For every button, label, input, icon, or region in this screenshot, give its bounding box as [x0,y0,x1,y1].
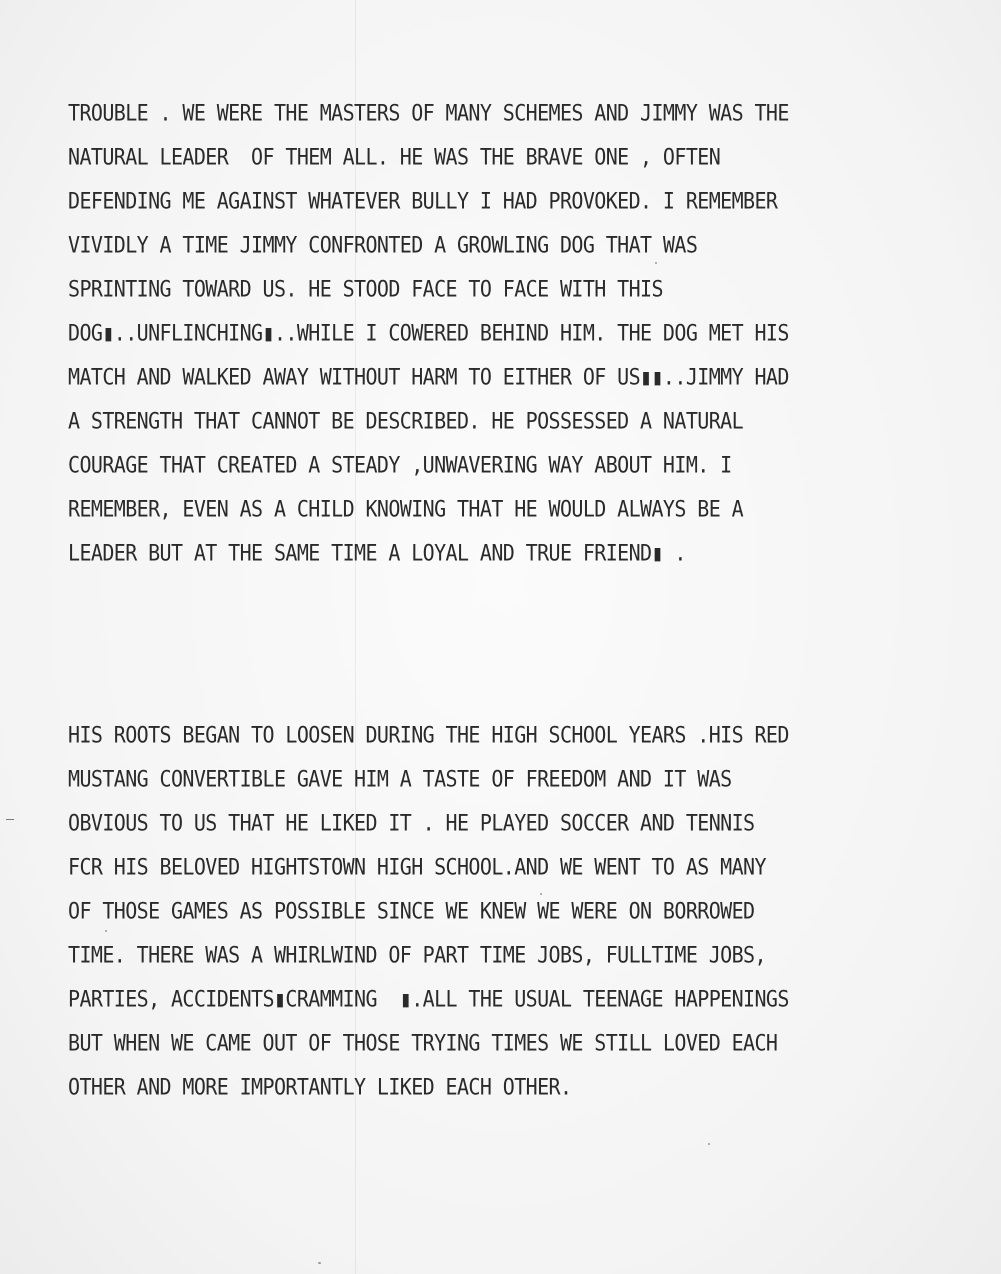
text-line: OF THOSE GAMES AS POSSIBLE SINCE WE KNEW WE WERE ON BORROWED [68,897,755,925]
text-line: LEADER BUT AT THE SAME TIME A LOYAL AND TRUE FRIEND▮ . [68,539,686,567]
paragraph-1 [68,96,789,580]
text-line: NATURAL LEADER OF THEM ALL. HE WAS THE BRAVE ONE , OFTEN [68,143,721,171]
margin-mark [6,819,14,820]
text-line: HIS ROOTS BEGAN TO LOOSEN DURING THE HIGH SCHOOL YEARS .HIS RED [68,721,789,749]
text-line: COURAGE THAT CREATED A STEADY ,UNWAVERING WAY ABOUT HIM. I [68,451,732,479]
paragraph-2 [68,718,789,1114]
text-line: REMEMBER, EVEN AS A CHILD KNOWING THAT HE WOULD ALWAYS BE A [68,495,744,523]
text-line: TIME. THERE WAS A WHIRLWIND OF PART TIME JOBS, FULLTIME JOBS, [68,941,766,969]
text-line: TROUBLE . WE WERE THE MASTERS OF MANY SCHEMES AND JIMMY WAS THE [68,99,789,127]
text-line: FCR HIS BELOVED HIGHTSTOWN HIGH SCHOOL.AND WE WENT TO AS MANY [68,853,766,881]
text-line: OTHER AND MORE IMPORTANTLY LIKED EACH OTHER. [68,1073,572,1101]
text-line: PARTIES, ACCIDENTS▮CRAMMING ▮.ALL THE USUAL TEENAGE HAPPENINGS [68,985,789,1013]
text-line: MUSTANG CONVERTIBLE GAVE HIM A TASTE OF FREEDOM AND IT WAS [68,765,732,793]
paper-speck [318,1262,321,1264]
text-line: A STRENGTH THAT CANNOT BE DESCRIBED. HE POSSESSED A NATURAL [68,407,744,435]
text-line: VIVIDLY A TIME JIMMY CONFRONTED A GROWLING DOG THAT WAS [68,231,698,259]
text-line: OBVIOUS TO US THAT HE LIKED IT . HE PLAYED SOCCER AND TENNIS [68,809,755,837]
text-line: SPRINTING TOWARD US. HE STOOD FACE TO FACE WITH THIS [68,275,663,303]
text-line: MATCH AND WALKED AWAY WITHOUT HARM TO EITHER OF US▮▮..JIMMY HAD [68,363,789,391]
paper-speck [708,1143,710,1145]
text-line: DOG▮..UNFLINCHING▮..WHILE I COWERED BEHIND HIM. THE DOG MET HIS [68,319,789,347]
text-line: DEFENDING ME AGAINST WHATEVER BULLY I HAD PROVOKED. I REMEMBER [68,187,778,215]
text-line: BUT WHEN WE CAME OUT OF THOSE TRYING TIMES WE STILL LOVED EACH [68,1029,778,1057]
